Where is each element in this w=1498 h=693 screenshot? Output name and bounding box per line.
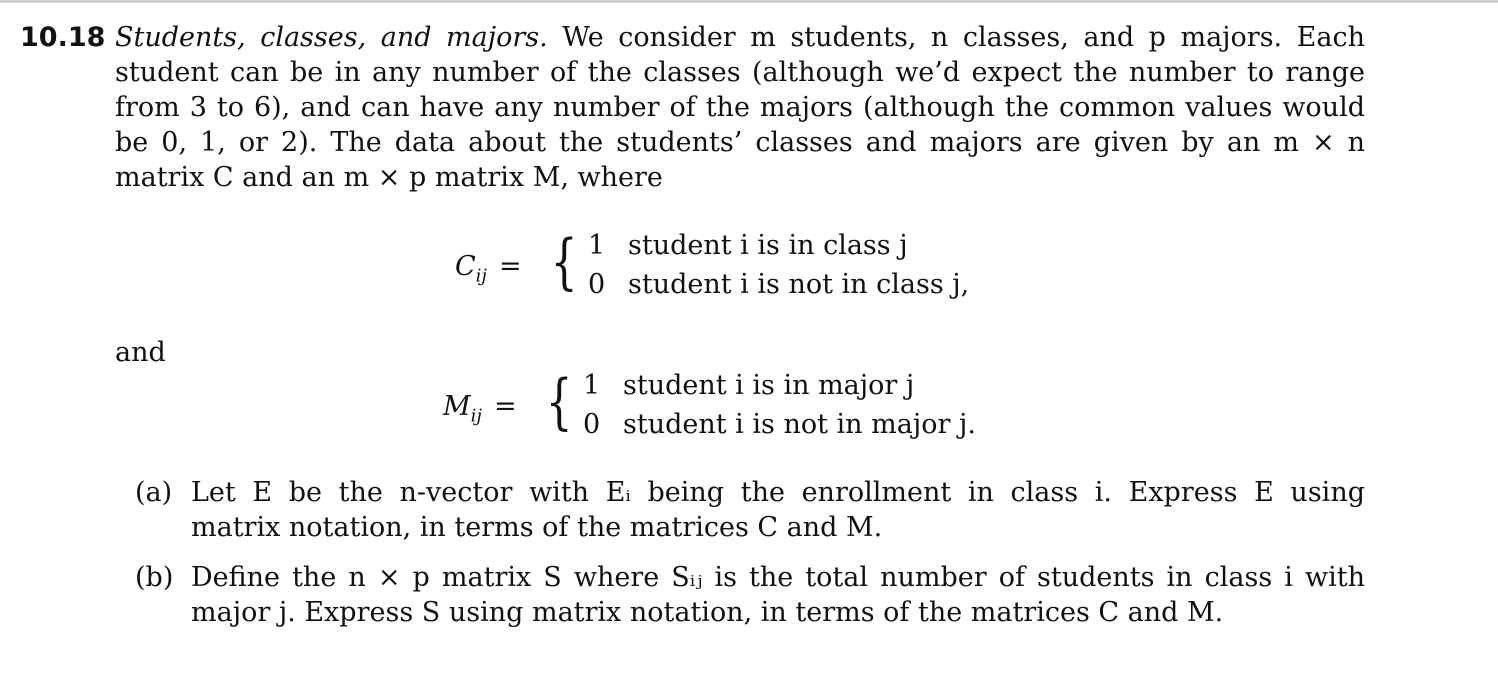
c-lhs: $C_{ij}$ = <box>455 251 522 287</box>
problem-number: 10.18 <box>20 22 106 53</box>
problem-parts <box>135 475 1365 645</box>
m-lhs: $M_{ij}$ = <box>443 391 517 427</box>
m-brace: { <box>545 367 573 437</box>
m-case-1: 1 student i is in major j <box>583 370 915 401</box>
problem-title: Students, classes, and majors. <box>115 22 548 53</box>
top-rule <box>0 0 1498 3</box>
part-a-line-2: matrix notation, in terms of the matrices C and M. <box>191 512 883 543</box>
part-a-label: (a) <box>135 477 173 508</box>
problem-intro <box>115 20 1365 195</box>
intro-line-2: student can be in any number of the classes (although we’d expect the number to range <box>115 57 1365 88</box>
c-brace: { <box>550 227 578 297</box>
part-b <box>135 560 1365 630</box>
intro-line-1 <box>115 20 1365 55</box>
part-a-line-1: Let E be the n-vector with Eᵢ being the enrollment in class i. Express E using <box>191 477 1365 508</box>
c-case-2: 0 student i is not in class j, <box>588 269 970 300</box>
intro-line-5: matrix C and an m × p matrix M, where <box>115 162 663 193</box>
intro-line-1-text: We consider m students, n classes, and p majors. Each <box>562 22 1365 53</box>
intro-line-4: be 0, 1, or 2). The data about the students’ classes and majors are given by an m × n <box>115 127 1365 158</box>
and-word: and <box>115 337 166 368</box>
m-case-2: 0 student i is not in major j. <box>583 409 976 440</box>
part-b-line-2: major j. Express S using matrix notation, in terms of the matrices C and M. <box>191 597 1224 628</box>
part-b-label: (b) <box>135 562 174 593</box>
intro-line-3: from 3 to 6), and can have any number of the majors (although the common values would <box>115 92 1365 123</box>
c-case-1: 1 student i is in class j <box>588 230 908 261</box>
part-b-line-1: Define the n × p matrix S where Sᵢⱼ is the total number of students in class i with <box>191 562 1365 593</box>
part-a <box>135 475 1365 545</box>
